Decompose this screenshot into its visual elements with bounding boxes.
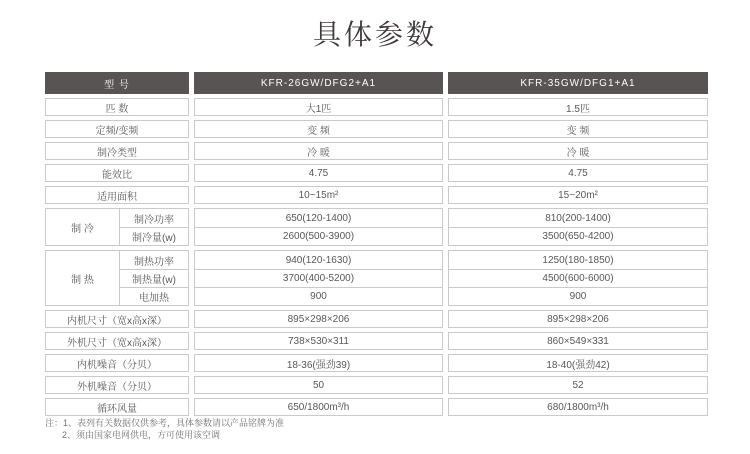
footnotes: [45, 417, 284, 441]
row-value-model2: 895×298×206: [448, 310, 708, 328]
spec-table: [45, 72, 708, 420]
row-label: 内机噪音（分贝）: [45, 354, 189, 372]
group-row-cooling: [45, 208, 708, 246]
row-value-model1: 50: [194, 376, 443, 394]
row-value-model2: 52: [448, 376, 708, 394]
row-label: 外机噪音（分贝）: [45, 376, 189, 394]
table-row-indoor-dimensions: [45, 310, 708, 328]
subrow-value-model1: 940(120-1630): [285, 254, 352, 266]
group-label-box: [45, 250, 189, 306]
row-value-model1: 10~15m²: [194, 186, 443, 204]
table-row-frequency-type: [45, 120, 708, 138]
subrow-value-model1: 650(120-1400): [285, 212, 352, 224]
row-value-model2: 1.5匹: [448, 98, 708, 116]
row-label: 适用面积: [45, 186, 189, 204]
subrow-label: 电加热: [120, 287, 188, 305]
table-row-indoor-noise: [45, 354, 708, 372]
row-label: 制冷类型: [45, 142, 189, 160]
table-row-cooling-type: [45, 142, 708, 160]
row-value-model2: 冷 暖: [448, 142, 708, 160]
subrow-label: 制冷量(w): [120, 227, 188, 245]
table-row-energy-efficiency: [45, 164, 708, 182]
footnote-2: [45, 429, 284, 441]
table-row-outdoor-dimensions: [45, 332, 708, 350]
subrow-value-model1: 3700(400-5200): [195, 269, 442, 287]
footnote-text: 2、须由国家电网供电，方可使用该空调: [62, 430, 221, 440]
group-values-model2: [448, 208, 708, 246]
row-value-model2: 变 频: [448, 120, 708, 138]
subrow-value-model1: 2600(500-3900): [195, 227, 442, 245]
group-name: 制 冷: [46, 209, 120, 245]
row-label: 内机尺寸（宽x高x深）: [45, 310, 189, 328]
row-value-model1: 冷 暖: [194, 142, 443, 160]
header-model-2: KFR-35GW/DFG1+A1: [448, 72, 708, 94]
subrow-value-model1: 900: [195, 287, 442, 305]
group-values-model1: [194, 250, 443, 306]
row-label: 匹 数: [45, 98, 189, 116]
row-value-model1: 18-36(强劲39): [194, 354, 443, 372]
row-label: 外机尺寸（宽x高x深）: [45, 332, 189, 350]
table-row-air-circulation: [45, 398, 708, 416]
row-value-model1: 650/1800m³/h: [194, 398, 443, 416]
page-title: 具体参数: [312, 19, 437, 50]
row-value-model2: 860×549×331: [448, 332, 708, 350]
group-row-heating: [45, 250, 708, 306]
header-model-1: KFR-26GW/DFG2+A1: [194, 72, 443, 94]
row-label: 定频/变频: [45, 120, 189, 138]
footnote-text: 1、表列有关数据仅供参考，具体参数请以产品铭牌为准: [63, 418, 285, 428]
group-name: 制 热: [46, 251, 120, 305]
table-row-outdoor-noise: [45, 376, 708, 394]
subrow-label: 制热量(w): [120, 269, 188, 287]
subrow-value-model2: 4500(600-6000): [449, 269, 707, 287]
row-value-model1: 变 频: [194, 120, 443, 138]
row-label: 循环风量: [45, 398, 189, 416]
subrow-value-model2: 900: [449, 287, 707, 305]
group-sublabels: [120, 251, 188, 305]
group-label-box: [45, 208, 189, 246]
table-header-row: [45, 72, 708, 94]
row-value-model1: 895×298×206: [194, 310, 443, 328]
table-row-horsepower: [45, 98, 708, 116]
header-model-label: 型 号: [45, 72, 189, 94]
subrow-value-model2: 810(200-1400): [545, 212, 611, 224]
row-value-model2: 4.75: [448, 164, 708, 182]
row-value-model2: 680/1800m³/h: [448, 398, 708, 416]
footnote-1: [45, 417, 284, 429]
row-label: 能效比: [45, 164, 189, 182]
row-value-model1: 4.75: [194, 164, 443, 182]
row-value-model2: 18-40(强劲42): [448, 354, 708, 372]
table-row-applicable-area: [45, 186, 708, 204]
footnote-prefix: 注：: [45, 418, 64, 428]
group-sublabels: [120, 209, 188, 245]
subrow-label: 制冷功率: [134, 214, 174, 226]
row-value-model1: 738×530×311: [194, 332, 443, 350]
subrow-value-model2: 3500(650-4200): [449, 227, 707, 245]
row-value-model1: 大1匹: [194, 98, 443, 116]
group-values-model2: [448, 250, 708, 306]
group-values-model1: [194, 208, 443, 246]
subrow-value-model2: 1250(180-1850): [542, 254, 614, 266]
row-value-model2: 15~20m²: [448, 186, 708, 204]
subrow-label: 制热功率: [134, 256, 174, 268]
